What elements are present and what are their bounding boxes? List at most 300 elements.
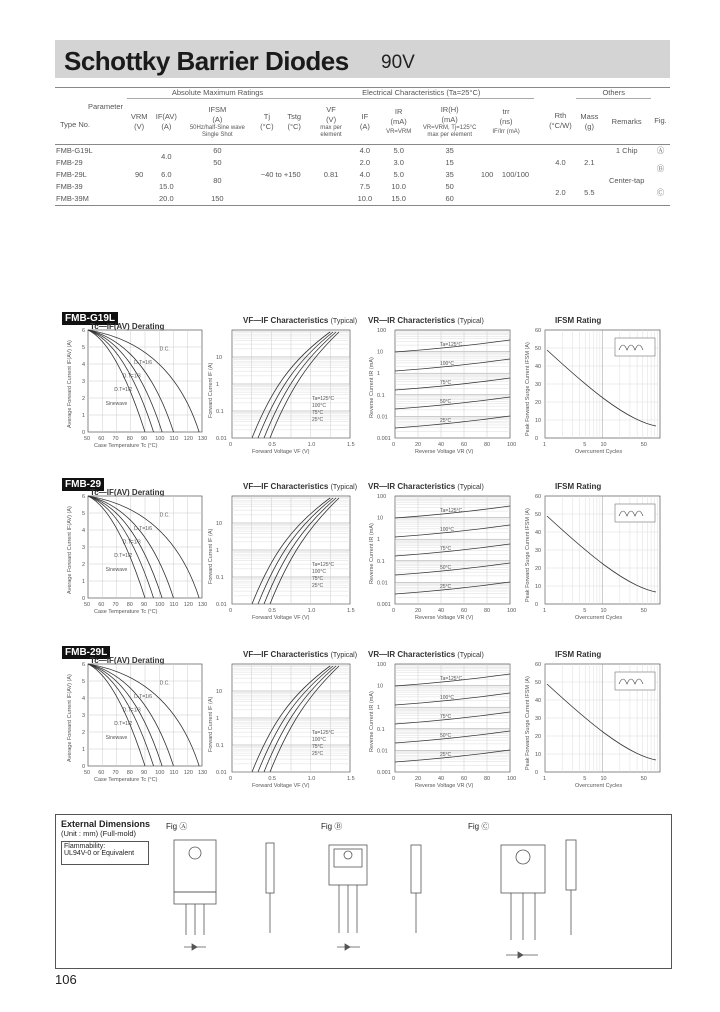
tick-label: 50 [84,602,91,608]
curve-label: 100°C [312,737,326,743]
if-cell: 7.5 [359,182,371,191]
vr-ir-chart [369,494,516,621]
curve-label: 100°C [312,403,326,409]
irh-unit: (mA) [441,114,458,124]
tick-label: 1 [543,442,547,448]
tick-label: 60 [98,770,105,776]
tick-label: 100 [507,442,517,448]
curve-label: D.T=1/6 [134,694,153,700]
vr-ir-chart [369,328,516,455]
curve-label: D.T=1/6 [134,526,153,532]
tick-label: 4 [82,528,86,534]
tj-header: Tj [263,111,270,121]
tick-label: 0.1 [377,726,385,733]
axis-label: Average Forward Current IF(AV) (A) [67,674,73,762]
chart-row [60,660,670,810]
ifsm-chart [525,328,660,455]
tick-label: 130 [198,436,208,442]
if-cell: 4.0 [359,170,371,179]
ec-header: Electrical Characteristics (Ta=25°C) [308,88,534,99]
tick-label: 0.001 [377,436,391,442]
ir-header: IR [394,106,403,116]
flam-label: Flammability: [64,843,106,850]
tick-label: 5 [583,442,587,448]
trr-unit: (ns) [499,116,513,126]
tick-label: 1 [82,579,86,585]
tick-label: 0.1 [377,558,385,565]
curve-label: D.T=1/2 [114,721,133,728]
tick-label: 90 [141,770,148,776]
tick-label: 120 [183,770,193,776]
tick-label: 120 [183,602,193,608]
tick-label: 100 [507,776,517,782]
tick-label: 100 [507,608,517,614]
axis-label: Forward Current IF (A) [208,528,214,584]
irh-cell: 50 [445,182,454,191]
vrm-header: VRM [130,111,148,121]
tick-label: 0 [229,442,233,448]
tick-label: 0.01 [377,414,388,421]
tick-label: 50 [535,346,542,352]
tick-label: 1.0 [307,608,316,614]
type-cell: FMB-39M [56,194,89,203]
tick-label: 60 [461,608,468,614]
tick-label: 6 [82,328,86,334]
axis-label: Reverse Voltage VR (V) [415,783,474,789]
tick-label: 10 [600,608,607,614]
tick-label: 0 [82,596,86,602]
tick-label: 130 [198,770,208,776]
tick-label: 1 [377,371,381,378]
fig-cell: Ⓒ [656,188,665,197]
ifsm-curve [547,350,656,426]
curve-label: 75°C [440,546,452,552]
axis-label: Reverse Current IR (mA) [369,691,375,752]
ifsm-cell: 60 [213,146,222,155]
axis-label: Case Temperature Tc (°C) [94,443,158,449]
tick-label: 1 [82,413,86,419]
tick-label: 80 [484,776,491,782]
tick-label: 100 [377,328,387,334]
fig-cell: Ⓑ [656,164,665,173]
type-cell: FMB-G19L [56,146,93,155]
tstg-header: Tstg [287,111,302,121]
ifav-header: IF(AV) [155,111,177,121]
tick-label: 10 [216,355,223,361]
axis-label: Reverse Current IR (mA) [369,357,375,418]
mass-cell: 2.1 [584,158,595,167]
vr-ir-curve [395,731,510,743]
flam-value: UL94V-0 or Equivalent [64,850,135,857]
tick-label: 80 [484,442,491,448]
mass-unit: (g) [584,121,594,131]
tick-label: 80 [484,608,491,614]
tick-label: 0.01 [216,770,227,776]
vr-ir-chart [369,662,516,789]
tick-label: 5 [82,679,86,685]
tick-label: 0 [535,436,539,442]
chart-title: Tc—IF(AV) Derating [90,488,165,497]
curve-label: D.T=1/6 [134,360,153,366]
irh-header: IR(H) [440,104,459,114]
ifsm-header: IFSM [208,104,227,114]
curve-label: D.C. [159,512,170,519]
package-a-drawing [174,840,274,950]
ir-cell: 15.0 [391,194,406,203]
if-cell: 10.0 [357,194,373,203]
tick-label: 110 [169,602,179,608]
vf-if-chart [208,664,355,789]
tick-label: 10 [600,776,607,782]
tick-label: 0 [82,430,86,436]
tick-label: 110 [169,770,179,776]
vf-if-chart [208,330,355,455]
tick-label: 0.01 [216,602,227,608]
tick-label: 6 [82,494,86,500]
tick-label: 50 [84,770,91,776]
ifav-cell: 15.0 [159,182,174,191]
tick-label: 0.1 [216,409,224,415]
tick-label: 5 [82,511,86,517]
vr-ir-curve [395,397,510,409]
fig-cell: Ⓐ [656,146,665,155]
tick-label: 110 [169,436,179,442]
if-cell: 4.0 [359,146,371,155]
curve-label: Sinewave [105,734,128,741]
curve-label: 50°C [440,733,452,739]
chart-title: VR—IR Characteristics (Typical) [368,482,484,491]
ifav-cell: 20.0 [159,194,174,203]
ir-cell: 5.0 [393,170,404,179]
tick-label: 0.01 [377,580,388,587]
tick-label: 0 [535,770,539,776]
curve-label: D.C. [159,680,170,687]
chart-title: VF—IF Characteristics (Typical) [243,650,358,659]
fig-header: Fig. [651,99,670,145]
package-c-drawing [501,840,576,958]
tick-label: 2 [82,730,86,736]
curve-label: Ta=125°C [440,508,463,514]
ifsm-curve [547,516,656,592]
tick-label: 1.0 [307,776,316,782]
chart-title: IFSM Rating [555,316,602,325]
tick-label: 70 [112,770,119,776]
curve-label: D.T=1/3 [122,373,141,380]
ifav-cell: 4.0 [161,152,172,161]
tick-label: 90 [141,602,148,608]
chart-title: Tc—IF(AV) Derating [90,322,165,331]
tick-label: 50 [640,608,647,614]
vf-note: max per element [320,124,342,138]
tick-label: 40 [438,442,445,448]
tick-label: 0.001 [377,602,391,608]
tick-label: 3 [82,379,86,385]
spec-table [55,87,670,206]
axis-label: Reverse Current IR (mA) [369,523,375,584]
irh-cell: 35 [445,146,454,155]
vr-ir-curve [395,750,510,762]
vf-unit: (V) [326,114,337,124]
tick-label: 1 [216,548,220,554]
ifav-unit: (A) [161,121,172,131]
tick-label: 60 [98,602,105,608]
package-b-drawing [329,845,421,950]
remarks-header: Remarks [602,99,651,145]
trr-cell: 100 [480,170,494,179]
if-header: IF [361,111,369,121]
ir-unit: (mA) [390,116,407,126]
tick-label: 10 [535,418,542,424]
curve-label: 100°C [312,569,326,575]
tick-label: 10 [216,689,223,695]
tick-label: 5 [583,776,587,782]
tj-unit: (°C) [260,121,274,131]
curve-label: 100°C [440,695,454,701]
curve-label: 75°C [440,714,452,720]
tick-label: 60 [535,662,542,668]
type-cell: FMB-29 [56,158,83,167]
curve-label: 100°C [440,527,454,533]
vr-ir-curve [395,416,510,428]
ir-cell: 10.0 [391,182,406,191]
curve-label: Ta=125°C [312,396,335,402]
tick-label: 0.5 [268,776,276,782]
derating-chart [67,494,207,615]
tick-label: 20 [415,442,422,448]
waveform-inset [615,504,655,522]
waveform-inset [615,672,655,690]
axis-label: Forward Voltage VF (V) [252,615,310,621]
axis-label: Peak Forward Surge Current IFSM (A) [525,508,531,602]
axis-label: Peak Forward Surge Current IFSM (A) [525,342,531,436]
tick-label: 2 [82,396,86,402]
ifsm-cell: 50 [213,158,222,167]
tick-label: 40 [535,364,542,370]
axis-label: Forward Voltage VF (V) [252,449,310,455]
tick-label: 3 [82,713,86,719]
tick-label: 10 [600,442,607,448]
tick-label: 10 [377,683,384,690]
tick-label: 0.1 [377,392,385,399]
table-row [55,145,670,158]
derating-chart [67,662,207,783]
vf-if-chart [208,496,355,621]
tstg-unit: (°C) [287,121,301,131]
ext-dims-unit: (Unit : mm) (Full-mold) [61,829,136,838]
axis-label: Average Forward Current IF(AV) (A) [67,506,73,594]
curve-label: D.C. [159,346,170,353]
type-label: Type No. [60,120,91,129]
tick-label: 100 [377,494,387,500]
vf-header: VF [326,104,336,114]
tick-label: 10 [377,515,384,522]
ir-cell: 3.0 [393,158,404,167]
if-unit: (A) [359,121,370,131]
chart-title: IFSM Rating [555,482,602,491]
tick-label: 5 [583,608,587,614]
tj-tstg-cell: −40 to +150 [260,170,301,179]
curve-label: 50°C [440,399,452,405]
tick-label: 5 [82,345,86,351]
tick-label: 0 [392,776,396,782]
voltage-rating: 90V [381,52,415,73]
if-cell: 2.0 [359,158,371,167]
tick-label: 40 [535,698,542,704]
section-tag: FMB-29 [62,478,104,491]
curve-label: Sinewave [105,566,128,573]
tick-label: 4 [82,362,86,368]
tick-label: 40 [535,530,542,536]
tick-label: 20 [535,734,542,740]
curve-label: 75°C [312,744,324,750]
axis-label: Case Temperature Tc (°C) [94,777,158,783]
tick-label: 10 [535,584,542,590]
curve-label: Ta=125°C [440,676,463,682]
tick-label: 30 [535,382,542,388]
tick-label: 50 [535,680,542,686]
ir-cond: VR=VRM [386,128,412,135]
tick-label: 70 [112,602,119,608]
fig-b-label: Fig Ⓑ [321,822,343,831]
page-title: Schottky Barrier Diodes [64,46,349,76]
remarks-cell: 1 Chip [615,146,638,155]
tick-label: 20 [415,776,422,782]
tick-label: 120 [183,436,193,442]
chart-title: VR—IR Characteristics (Typical) [368,650,484,659]
chart-title: Tc—IF(AV) Derating [90,656,165,665]
tick-label: 40 [438,776,445,782]
ifsm-chart [525,494,660,621]
tick-label: 0.1 [216,743,224,749]
tick-label: 0 [229,776,233,782]
ir-cell: 5.0 [393,146,404,155]
ifsm-chart [525,662,660,789]
ifsm-unit: (A) [212,114,223,124]
tick-label: 0.001 [377,770,391,776]
tick-label: 60 [461,442,468,448]
trr-cond: IF/Irr (mA) [492,128,520,135]
blank-cell [534,88,576,99]
mass-header: Mass [580,111,599,121]
tick-label: 1.0 [307,442,316,448]
curve-label: Ta=125°C [312,730,335,736]
axis-label: Overcurrent Cycles [575,783,623,789]
tick-label: 1.5 [347,608,355,614]
tick-label: 80 [126,436,133,442]
fig-a-label: Fig Ⓐ [166,822,188,831]
tick-label: 50 [640,776,647,782]
external-dimensions-box [55,814,672,969]
vr-ir-curve [395,582,510,594]
vrm-unit: (V) [134,121,145,131]
tick-label: 1 [216,716,220,722]
trr-header: trr [502,106,510,116]
tick-label: 1 [543,608,547,614]
irh-cell: 60 [445,194,454,203]
tick-label: 1 [82,747,86,753]
tick-label: 50 [84,436,91,442]
chart-title: IFSM Rating [555,650,602,659]
curve-label: 75°C [440,380,452,386]
derating-chart [67,328,207,449]
axis-label: Overcurrent Cycles [575,615,623,621]
tick-label: 2 [82,562,86,568]
curve-label: D.T=1/2 [114,553,133,560]
tick-label: 20 [535,400,542,406]
header-diagonal-cell [55,88,127,145]
axis-label: Forward Current IF (A) [208,696,214,752]
tick-label: 40 [438,608,445,614]
tick-label: 4 [82,696,86,702]
tick-label: 50 [535,512,542,518]
axis-label: Forward Current IF (A) [208,362,214,418]
tick-label: 1 [377,537,381,544]
rth-header: Rth [554,111,567,121]
vr-ir-curve [395,563,510,575]
tick-label: 60 [98,436,105,442]
axis-label: Overcurrent Cycles [575,449,623,455]
tick-label: 80 [126,602,133,608]
curve-label: 75°C [312,410,324,416]
tick-label: 20 [535,566,542,572]
mass-cell: 5.5 [584,188,595,197]
tick-label: 0.1 [216,575,224,581]
tick-label: 80 [126,770,133,776]
tick-label: 0.01 [216,436,227,442]
tick-label: 20 [415,608,422,614]
tick-label: 100 [377,662,387,668]
chart-row [60,326,670,476]
tick-label: 50 [640,442,647,448]
vf-cell: 0.81 [323,170,339,179]
tick-label: 60 [461,776,468,782]
tick-label: 10 [216,521,223,527]
tick-label: 0 [392,608,396,614]
rth-unit: (°C/W) [549,121,572,131]
tick-label: 0 [82,764,86,770]
tick-label: 0 [392,442,396,448]
curve-label: D.T=1/3 [122,539,141,546]
tick-label: 0 [229,608,233,614]
tick-label: 0.5 [268,608,276,614]
irh-note: VR=VRM, Tj=125°C max per element [422,124,477,138]
type-cell: FMB-39 [56,182,83,191]
tick-label: 30 [535,716,542,722]
remarks-cell: Center-tap [608,176,645,185]
tick-label: 1 [377,705,381,712]
page-number: 106 [55,972,77,987]
amr-header: Absolute Maximum Ratings [127,88,308,99]
ifsm-cell: 80 [213,176,222,185]
tick-label: 0.5 [268,442,276,448]
tick-label: 60 [535,328,542,334]
ifsm-curve [547,684,656,760]
tick-label: 90 [141,436,148,442]
param-label: Parameter [88,102,124,111]
vrm-cell: 90 [134,170,144,179]
waveform-inset [615,338,655,356]
axis-label: Case Temperature Tc (°C) [94,609,158,615]
curve-label: Sinewave [105,400,128,407]
trr-cond-cell: 100/100 [501,170,530,179]
axis-label: Average Forward Current IF(AV) (A) [67,340,73,428]
curve-label: 25°C [312,417,324,423]
section-tag: FMB-G19L [62,312,118,325]
curve-label: 25°C [312,583,324,589]
curve-label: 25°C [440,418,452,424]
tick-label: 10 [377,349,384,356]
curve-label: 100°C [440,361,454,367]
